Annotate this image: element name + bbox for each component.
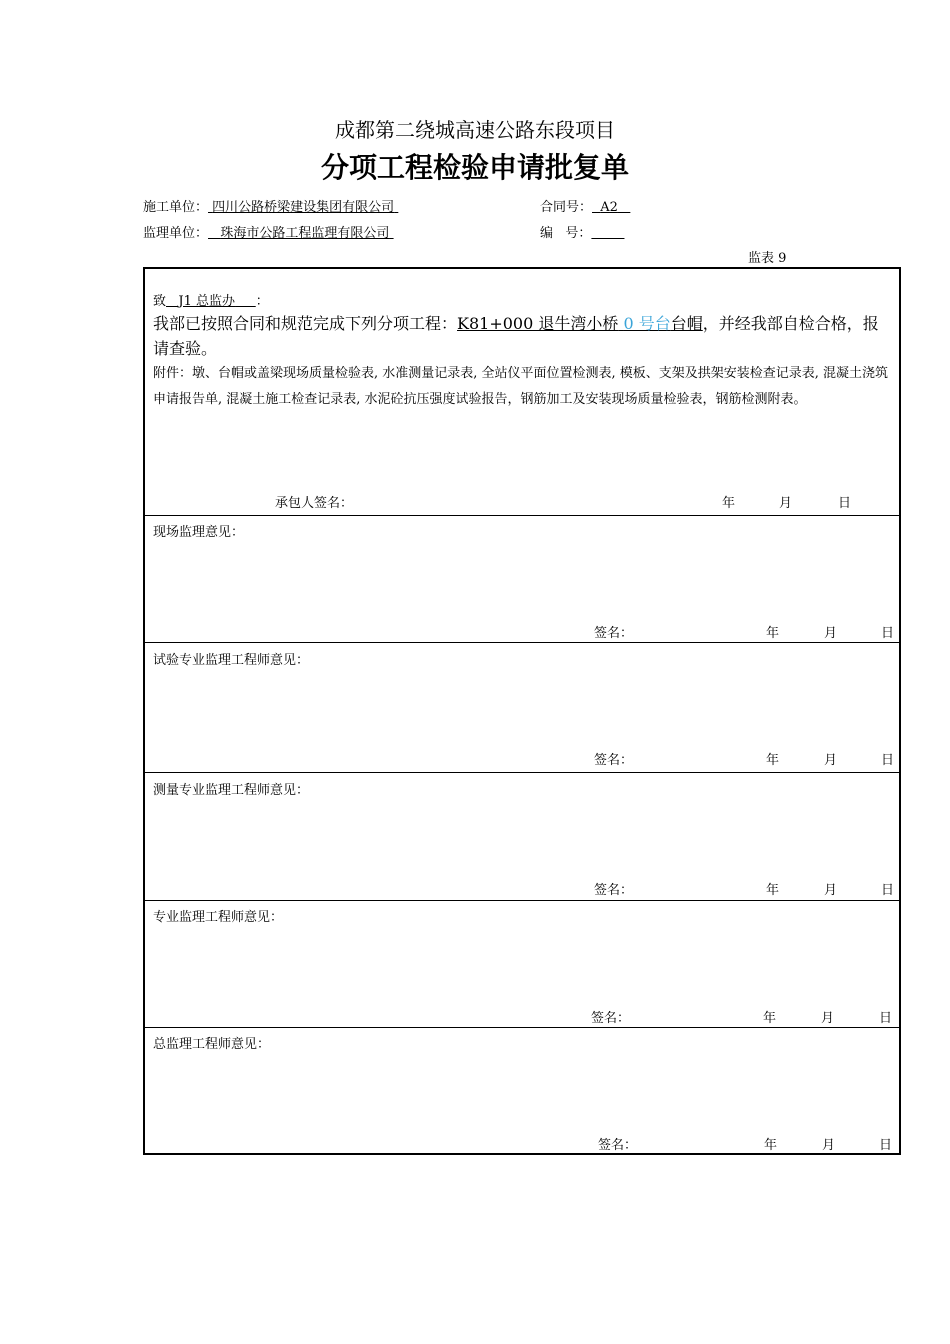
application-body: 我部已按照合同和规范完成下列分项工程：K81+000 退牛湾小桥 0 号台台帽，并经我部自检合格，报请查验。	[153, 314, 879, 358]
date-month: 月	[779, 496, 793, 511]
supervisor-value: 珠海市公路工程监理有限公司	[220, 226, 390, 241]
work-item: K81+000 退牛湾小桥 0 号台台帽	[457, 314, 703, 333]
approval-form	[143, 267, 901, 1155]
test-engineer-section	[145, 642, 899, 773]
supervisor-label: 监理单位：	[143, 226, 209, 241]
date-year: 年	[766, 626, 780, 641]
form-code: 监表 9	[748, 251, 787, 266]
attachments-text: 附件：墩、台帽或盖梁现场质量检验表, 水准测量记录表, 全站仪平面位置检测表, 模板、支架及拱架安装检查记录表, 混凝土浇筑申请报告单, 混凝土施工检查记录表, 水泥砼抗压强度试验报告，钢筋加工及安装现场质量检验表，钢筋检测附表。	[153, 366, 889, 407]
signature-label: 签名：	[594, 883, 634, 898]
date-day: 日	[881, 626, 895, 641]
signature-label: 签名：	[591, 1011, 631, 1026]
date-day: 日	[838, 496, 852, 511]
date-month: 月	[824, 626, 838, 641]
addressee: 致 J1 总监办 ：	[153, 294, 269, 309]
contractor-label: 施工单位：	[143, 200, 209, 215]
signature-label: 签名：	[598, 1138, 638, 1153]
section-label: 测量专业监理工程师意见：	[153, 783, 310, 798]
date-year: 年	[763, 1011, 777, 1026]
number-row	[540, 222, 624, 241]
signature-label: 签名：	[594, 626, 634, 641]
chief-engineer-section	[145, 1027, 899, 1155]
number-value	[591, 226, 624, 241]
date-year: 年	[764, 1138, 778, 1153]
addressee-value: J1 总监办	[178, 294, 236, 309]
contract-value: A2	[600, 200, 618, 215]
date-month: 月	[822, 1138, 836, 1153]
section-label: 专业监理工程师意见：	[153, 910, 284, 925]
number-label: 编 号：	[540, 226, 592, 241]
date-year: 年	[766, 883, 780, 898]
signature-label: 签名：	[594, 753, 634, 768]
site-supervisor-section	[145, 515, 899, 643]
date-day: 日	[881, 883, 895, 898]
section-label: 试验专业监理工程师意见：	[153, 653, 310, 668]
date-month: 月	[824, 753, 838, 768]
date-day: 日	[881, 753, 895, 768]
contractor-row	[143, 196, 398, 215]
form-title: 分项工程检验申请批复单	[320, 151, 629, 184]
date-month: 月	[821, 1011, 835, 1026]
contractor-value: 四川公路桥梁建设集团有限公司	[212, 200, 395, 215]
contract-row	[540, 196, 630, 215]
application-section	[145, 269, 899, 516]
supervisor-row	[143, 222, 394, 241]
date-year: 年	[722, 496, 736, 511]
date-year: 年	[766, 753, 780, 768]
date-day: 日	[879, 1011, 893, 1026]
contractor-signature-label: 承包人签名：	[275, 496, 354, 511]
survey-engineer-section	[145, 772, 899, 901]
contract-label: 合同号：	[540, 200, 593, 215]
project-name: 成都第二绕城高速公路东段项目	[335, 118, 615, 142]
specialist-engineer-section	[145, 900, 899, 1028]
section-label: 总监理工程师意见：	[153, 1037, 271, 1052]
date-day: 日	[879, 1138, 893, 1153]
section-label: 现场监理意见：	[153, 525, 245, 540]
date-month: 月	[824, 883, 838, 898]
